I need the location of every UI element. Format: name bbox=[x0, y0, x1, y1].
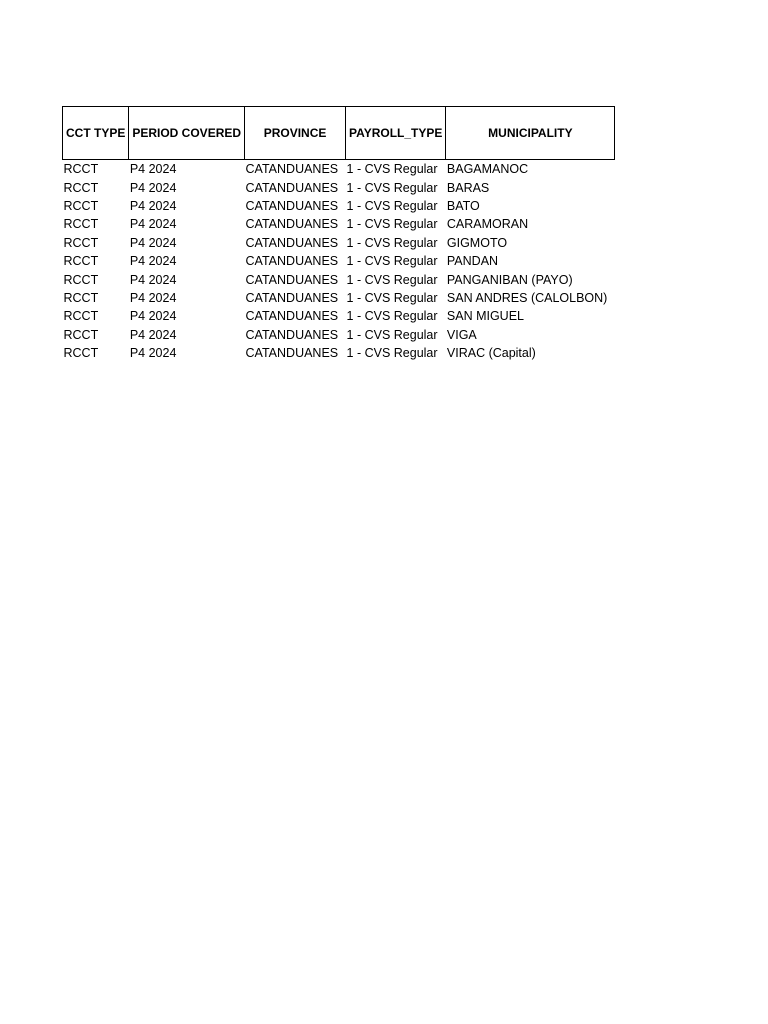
province-cell: CATANDUANES bbox=[245, 162, 339, 177]
period-covered-cell: P4 2024 bbox=[129, 180, 177, 195]
header-period-covered: PERIOD COVERED bbox=[129, 107, 245, 160]
table-row bbox=[63, 307, 615, 325]
municipality-cell: GIGMOTO bbox=[446, 235, 508, 250]
header-cct-type: CCT TYPE bbox=[63, 107, 129, 160]
province-cell: CATANDUANES bbox=[245, 346, 339, 361]
cct-type-cell: RCCT bbox=[63, 309, 99, 324]
header-row bbox=[63, 107, 615, 160]
municipality-cell: SAN ANDRES (CALOLBON) bbox=[446, 290, 608, 305]
province-cell: CATANDUANES bbox=[245, 327, 339, 342]
payroll-type-cell: 1 - CVS Regular bbox=[346, 217, 438, 232]
cct-type-cell: RCCT bbox=[63, 217, 99, 232]
payroll-type-cell: 1 - CVS Regular bbox=[346, 180, 438, 195]
period-covered-cell: P4 2024 bbox=[129, 254, 177, 269]
table-row bbox=[63, 326, 615, 344]
province-cell: CATANDUANES bbox=[245, 290, 339, 305]
period-covered-cell: P4 2024 bbox=[129, 217, 177, 232]
table-row bbox=[63, 160, 615, 179]
municipality-cell: PANDAN bbox=[446, 254, 499, 269]
period-covered-cell: P4 2024 bbox=[129, 327, 177, 342]
payroll-table bbox=[62, 106, 615, 362]
table-row bbox=[63, 234, 615, 252]
province-cell: CATANDUANES bbox=[245, 309, 339, 324]
municipality-cell: BAGAMANOC bbox=[446, 162, 529, 177]
cct-type-cell: RCCT bbox=[63, 180, 99, 195]
cct-type-cell: RCCT bbox=[63, 327, 99, 342]
period-covered-cell: P4 2024 bbox=[129, 346, 177, 361]
payroll-type-cell: 1 - CVS Regular bbox=[346, 162, 438, 177]
municipality-cell: SAN MIGUEL bbox=[446, 309, 524, 324]
payroll-type-cell: 1 - CVS Regular bbox=[346, 346, 438, 361]
payroll-type-cell: 1 - CVS Regular bbox=[346, 272, 438, 287]
municipality-cell: BATO bbox=[446, 198, 480, 213]
payroll-type-cell: 1 - CVS Regular bbox=[346, 327, 438, 342]
cct-type-cell: RCCT bbox=[63, 235, 99, 250]
payroll-type-cell: 1 - CVS Regular bbox=[346, 198, 438, 213]
province-cell: CATANDUANES bbox=[245, 235, 339, 250]
municipality-cell: VIGA bbox=[446, 327, 477, 342]
municipality-cell: PANGANIBAN (PAYO) bbox=[446, 272, 573, 287]
table-row bbox=[63, 215, 615, 233]
header-payroll-type: PAYROLL_TYPE bbox=[346, 107, 446, 160]
cct-type-cell: RCCT bbox=[63, 254, 99, 269]
province-cell: CATANDUANES bbox=[245, 217, 339, 232]
cct-type-cell: RCCT bbox=[63, 346, 99, 361]
table-row bbox=[63, 178, 615, 196]
cct-type-cell: RCCT bbox=[63, 272, 99, 287]
payroll-type-cell: 1 - CVS Regular bbox=[346, 309, 438, 324]
province-cell: CATANDUANES bbox=[245, 272, 339, 287]
table-row bbox=[63, 289, 615, 307]
province-cell: CATANDUANES bbox=[245, 254, 339, 269]
period-covered-cell: P4 2024 bbox=[129, 162, 177, 177]
period-covered-cell: P4 2024 bbox=[129, 290, 177, 305]
municipality-cell: BARAS bbox=[446, 180, 490, 195]
header-municipality: MUNICIPALITY bbox=[446, 107, 615, 160]
payroll-type-cell: 1 - CVS Regular bbox=[346, 290, 438, 305]
table-body bbox=[63, 160, 615, 363]
period-covered-cell: P4 2024 bbox=[129, 272, 177, 287]
table-row bbox=[63, 344, 615, 362]
table-row bbox=[63, 252, 615, 270]
table-row bbox=[63, 197, 615, 215]
payroll-type-cell: 1 - CVS Regular bbox=[346, 254, 438, 269]
table-row bbox=[63, 270, 615, 288]
municipality-cell: VIRAC (Capital) bbox=[446, 346, 536, 361]
spreadsheet-page bbox=[62, 106, 615, 362]
period-covered-cell: P4 2024 bbox=[129, 235, 177, 250]
period-covered-cell: P4 2024 bbox=[129, 309, 177, 324]
municipality-cell: CARAMORAN bbox=[446, 217, 529, 232]
payroll-type-cell: 1 - CVS Regular bbox=[346, 235, 438, 250]
period-covered-cell: P4 2024 bbox=[129, 198, 177, 213]
header-province: PROVINCE bbox=[245, 107, 346, 160]
cct-type-cell: RCCT bbox=[63, 162, 99, 177]
province-cell: CATANDUANES bbox=[245, 198, 339, 213]
cct-type-cell: RCCT bbox=[63, 290, 99, 305]
cct-type-cell: RCCT bbox=[63, 198, 99, 213]
province-cell: CATANDUANES bbox=[245, 180, 339, 195]
